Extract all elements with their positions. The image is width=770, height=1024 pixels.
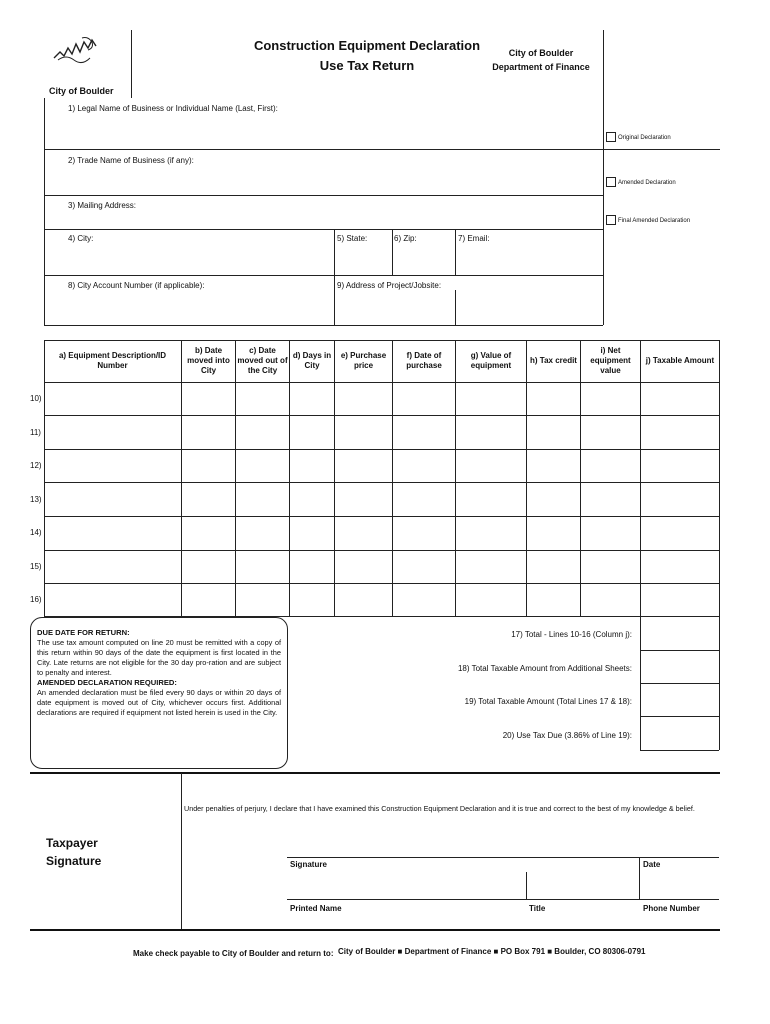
- email-label: 7) Email:: [458, 234, 490, 243]
- legal-name-input[interactable]: [68, 116, 598, 146]
- col-header-g: g) Value of equipment: [470, 351, 512, 370]
- printed-name-field[interactable]: [290, 872, 522, 898]
- zip-label: 6) Zip:: [394, 234, 417, 243]
- original-declaration-checkbox[interactable]: [606, 132, 616, 142]
- col-header-b: b) Date moved into City: [187, 346, 230, 375]
- form-subtitle: Use Tax Return: [319, 58, 415, 73]
- dept-name: Department of Finance: [492, 62, 590, 72]
- dept-city: City of Boulder: [508, 48, 574, 58]
- trade-name-input[interactable]: [68, 168, 598, 192]
- line18-input[interactable]: [642, 652, 718, 682]
- city-logo-icon: [52, 34, 100, 66]
- amended-declaration-label: Amended Declaration: [618, 180, 676, 186]
- trade-name-label: 2) Trade Name of Business (if any):: [68, 156, 194, 165]
- date-label: Date: [643, 860, 661, 869]
- printed-name-label: Printed Name: [290, 904, 342, 913]
- amended-heading: AMENDED DECLARATION REQUIRED:: [37, 678, 177, 687]
- perjury-statement: Under penalties of perjury, I declare that I have examined this Construction Equipment Declaration and it is true and correct to the best of my knowledge & belief.: [184, 804, 695, 813]
- mailing-address-label: 3) Mailing Address:: [68, 201, 137, 210]
- title-field[interactable]: [529, 872, 637, 898]
- amended-declaration-checkbox[interactable]: [606, 177, 616, 187]
- amended-body: An amended declaration must be filed every 90 days or within 20 days of date equipment is moved out of City, whichever occurs first. Additional declarations are required if equipment not listed herein is used in the City.: [37, 688, 281, 717]
- row-number-13: 13): [30, 495, 42, 504]
- mailing-address-footer: City of Boulder ■ Department of Finance ■ PO Box 791 ■ Boulder, CO 80306-0791: [338, 947, 646, 956]
- due-date-notice: [30, 617, 288, 769]
- row-number-14: 14): [30, 528, 42, 537]
- mailing-address-input[interactable]: [68, 212, 598, 227]
- payable-note: Make check payable to City of Boulder and return to:: [133, 949, 334, 958]
- line17-input[interactable]: [642, 618, 718, 649]
- account-number-input[interactable]: [68, 293, 330, 323]
- row-number-15: 15): [30, 562, 42, 571]
- row-number-16: 16): [30, 595, 42, 604]
- phone-label: Phone Number: [643, 904, 700, 913]
- col-header-f: f) Date of purchase: [406, 351, 442, 370]
- email-input[interactable]: [458, 246, 600, 272]
- col-header-j: j) Taxable Amount: [645, 356, 715, 365]
- phone-field[interactable]: [643, 872, 719, 898]
- project-address-label: 9) Address of Project/Jobsite:: [337, 281, 442, 290]
- final-amended-declaration-checkbox[interactable]: [606, 215, 616, 225]
- due-date-heading: DUE DATE FOR RETURN:: [37, 628, 130, 637]
- line19-input[interactable]: [642, 685, 718, 715]
- taxpayer-label-2: Signature: [46, 854, 102, 868]
- original-declaration-label: Original Declaration: [618, 135, 671, 141]
- col-header-d: d) Days in City: [292, 351, 332, 370]
- col-header-e: e) Purchase price: [340, 351, 387, 370]
- col-header-i: i) Net equipment value: [590, 346, 631, 375]
- state-label: 5) State:: [337, 234, 368, 243]
- state-input[interactable]: [337, 246, 389, 272]
- line17-label: 17) Total - Lines 10-16 (Column j):: [511, 630, 632, 639]
- line20-label: 20) Use Tax Due (3.86% of Line 19):: [502, 731, 632, 740]
- city-label: 4) City:: [68, 234, 94, 243]
- legal-name-label: 1) Legal Name of Business or Individual Name (Last, First):: [68, 104, 278, 113]
- row-number-12: 12): [30, 461, 42, 470]
- due-date-body: The use tax amount computed on line 20 must be remitted with a copy of this return within 90 days of the date the equipment is first located in the City. Late returns are not eligible for the 30 day pro-ration and are subject to penalty and interest.: [37, 638, 281, 677]
- logo-caption: City of Boulder: [49, 86, 114, 96]
- zip-input[interactable]: [394, 246, 452, 272]
- form-title: Construction Equipment Declaration: [253, 38, 481, 53]
- col-header-a: a) Equipment Description/ID Number: [58, 351, 167, 370]
- title-label: Title: [529, 904, 546, 913]
- row-number-11: 11): [30, 428, 41, 437]
- signature-field[interactable]: [290, 826, 635, 856]
- date-field[interactable]: [643, 826, 719, 856]
- col-header-c: c) Date moved out of the City: [237, 346, 288, 375]
- account-number-label: 8) City Account Number (if applicable):: [68, 281, 205, 290]
- row-number-10: 10): [30, 394, 42, 403]
- city-input[interactable]: [68, 246, 330, 272]
- taxpayer-label-1: Taxpayer: [46, 836, 98, 850]
- final-amended-declaration-label: Final Amended Declaration: [618, 218, 691, 224]
- col-header-h: h) Tax credit: [530, 356, 577, 365]
- signature-label: Signature: [290, 860, 327, 869]
- line19-label: 19) Total Taxable Amount (Total Lines 17 & 18):: [464, 697, 632, 706]
- line18-label: 18) Total Taxable Amount from Additional Sheets:: [457, 664, 632, 673]
- project-address-input[interactable]: [337, 293, 599, 323]
- line20-input[interactable]: [642, 718, 718, 749]
